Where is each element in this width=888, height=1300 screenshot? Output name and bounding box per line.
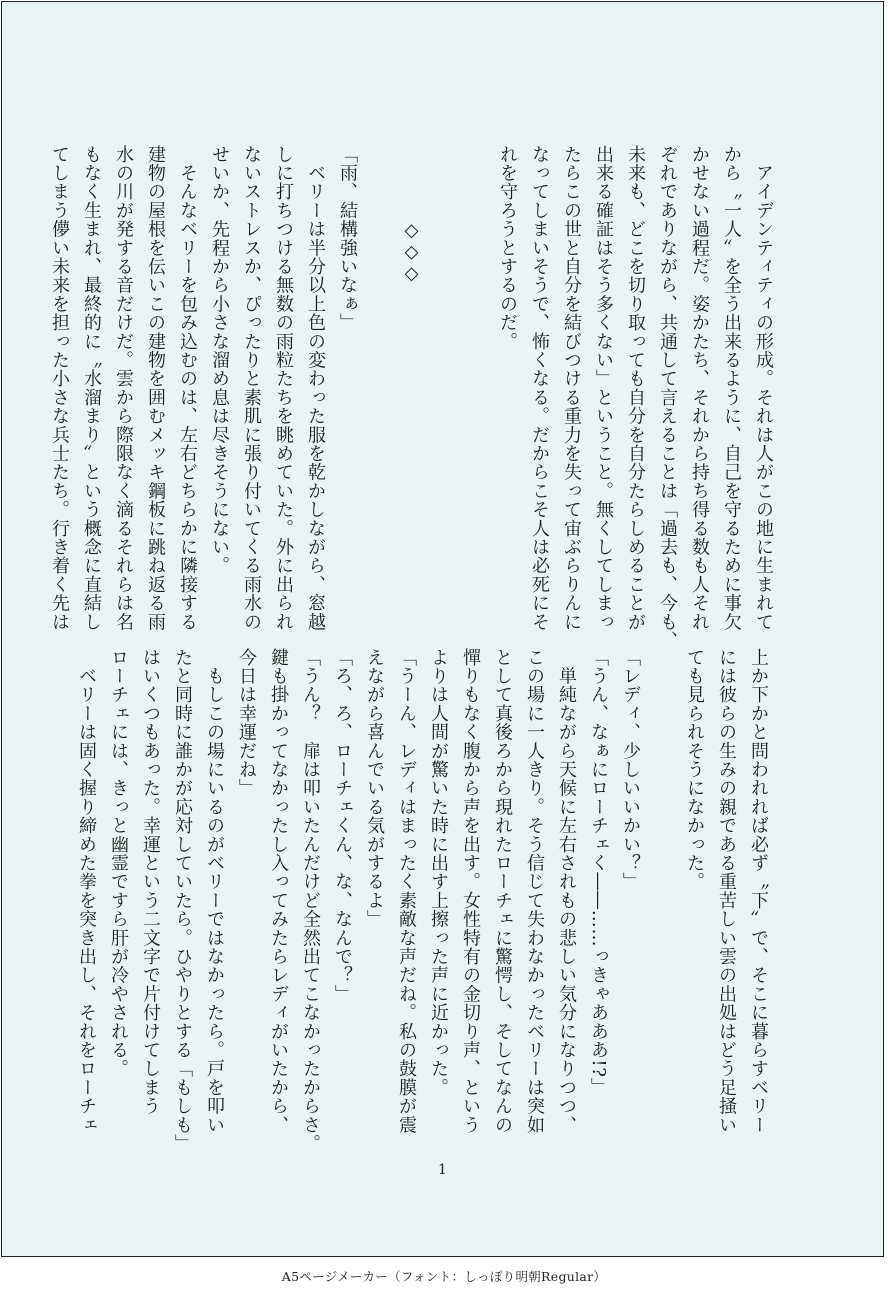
lower-text-block: 上か下かと問われれば必ず〝下〟で、そこに暮らすベリー には彼らの生みの親である重苦しい雲の出処はどう足掻い ても見られそうになかった。 「レディ、少しいいかい？」 「うん、なぁにローチェく――……っきゃあああ!?」 単純ながら天候に左右されもの悲しい気分になりつつ、 この場に一人きり。そう信じて失わなかったベリーは突如 として真後ろから現れたローチェに驚愕し、そしてなんの 憚りもなく腹から声を出す。女性特有の金切り声、という よりは人間が驚いた時に出す上擦った声に近かった。 「うーん、レディはまったく素敵な声だね。私の鼓膜が震 えながら喜んでいる気がするよ」 「ろ、ろ、ローチェくん、な、なんで？」 「うん？ 扉は叩いたんだけど全然出てこなかったからさ。 鍵も掛かってなかったし入ってみたらレディがいたから、 今日は幸運だね」 もしこの場にいるのがベリーではなかったら。戸を叩い たと同時に誰かが応対していたら。ひやりとする「もしも」 はいくつもあった。幸運という二文字で片付けてしまう ローチェには、きっと幽霊ですら肝が冷やされる。 ベリーは固く握り締めた拳を突き出し、それをローチェ <box>76 648 769 1153</box>
footer-caption: A5ページメーカー（フォント：しっぽり明朝Regular） <box>281 1269 607 1284</box>
upper-text-block: アイデンティティの形成。それは人がこの地に生まれて から〝一人〟を全う出来るように、自己を守るために事欠 かせない過程だ。姿かたち、それから持ち得る数も人それ ぞれでありながら、共通して言えることは「過去も、今も、 未来も、どこを切り取っても自分を自分たらしめることが 出来る確証はそう多くない」ということ。無くしてしまっ たらこの世と自分を結びつける重力を失って宙ぶらりんに なってしまいそうで、怖くなる。だからこそ人は必死にそ れを守ろうとするのだ。 ◇◇◇ 「雨、結構強いなぁ」 ベリーは半分以上色の変わった服を乾かしながら、窓越 しに打ちつける無数の雨粒たちを眺めていた。外に出られ ないストレスか、ぴったりと素肌に張り付いてくる雨水の せいか、先程から小さな溜め息は尽きそうにない。 そんなベリーを包み込むのは、左右どちらかに隣接する 建物の屋根を伝いこの建物を囲むメッキ鋼板に跳ね返る雨 水の川が発する音だけだ。雲から際限なく滴るそれらは名 もなく生まれ、最終的に〝水溜まり〟という概念に直結し てしまう儚い未来を担った小さな兵士たち。行き着く先は <box>49 145 774 650</box>
manuscript-page <box>1 1 884 1257</box>
page-number: 1 <box>438 1162 447 1178</box>
